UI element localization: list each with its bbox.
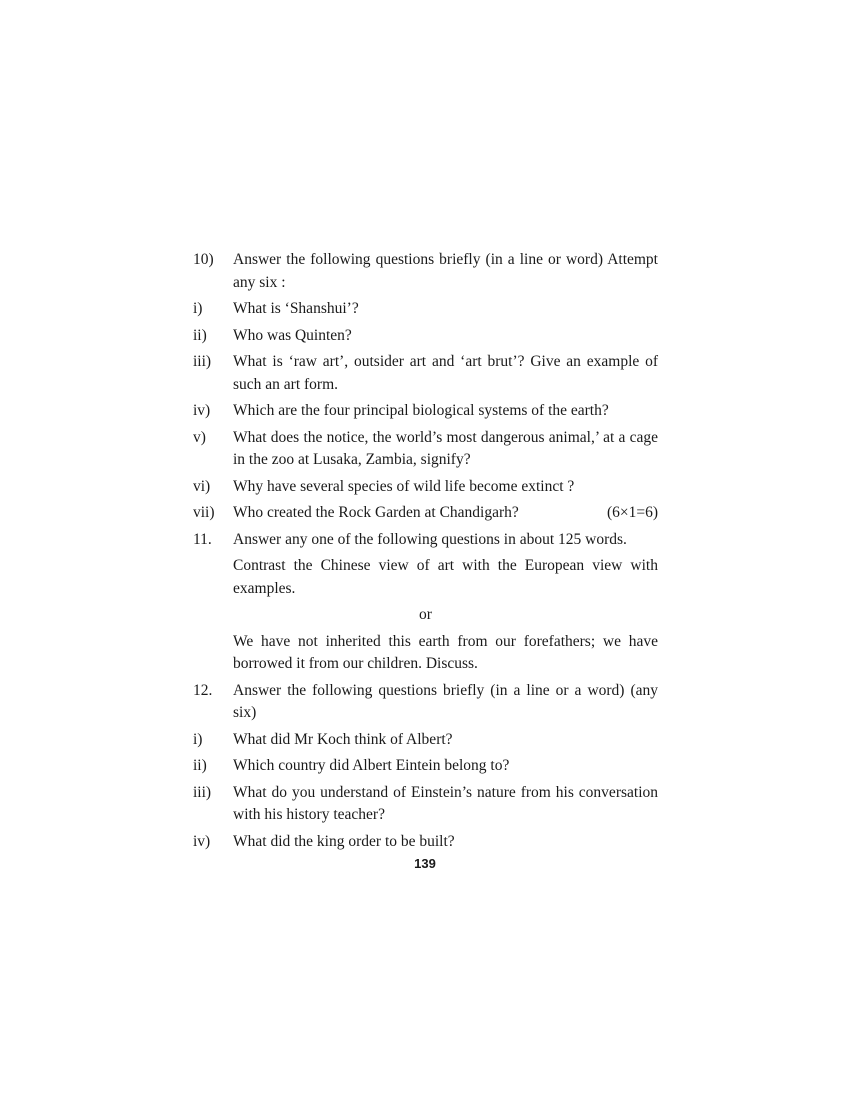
item-text: What did the king order to be built?: [233, 832, 455, 850]
or-separator: or: [419, 606, 432, 623]
item-number: i): [193, 300, 203, 317]
item-number: v): [193, 428, 206, 446]
q12-item-1: [193, 729, 658, 752]
item-text: Who was Quinten?: [233, 326, 352, 344]
question-number: 12.: [193, 681, 213, 699]
question-text: Answer the following questions briefly (in a line or a word) (any six): [233, 681, 658, 721]
question-number: 10): [193, 251, 214, 268]
q11-option-a: Contrast the Chinese view of art with the European view with examples.: [233, 557, 658, 597]
question-11: [193, 529, 658, 552]
question-10: [193, 249, 658, 294]
item-number: ii): [193, 757, 207, 774]
item-text-with-marks: [233, 502, 658, 525]
q10-item-2: [193, 325, 658, 348]
q10-item-4: [193, 400, 658, 423]
item-number: ii): [193, 326, 207, 344]
item-text: What does the notice, the world’s most dangerous animal,’ at a cage in the zoo at Lusaka, Zambia, signify?: [233, 428, 658, 468]
item-number: vi): [193, 477, 211, 495]
item-text: Which country did Albert Eintein belong to?: [233, 757, 510, 774]
q10-item-6: [193, 476, 658, 499]
item-text: What did Mr Koch think of Albert?: [233, 730, 453, 748]
q10-item-7: [193, 502, 658, 525]
question-number: 11.: [193, 530, 212, 548]
marks-allocation: (6×1=6): [606, 504, 658, 521]
item-number: iii): [193, 353, 212, 370]
item-text: Why have several species of wild life become extinct ?: [233, 477, 575, 495]
question-paper-content: [193, 249, 658, 857]
q12-item-2: [193, 755, 658, 778]
question-text: Answer any one of the following questions in about 125 words.: [233, 530, 627, 548]
item-number: iv): [193, 832, 211, 850]
item-text: What is ‘raw art’, outsider art and ‘art brut’? Give an example of such an art form.: [233, 353, 658, 393]
page-number: 139: [414, 856, 436, 871]
item-number: iv): [193, 402, 211, 419]
q11-option-b: We have not inherited this earth from our forefathers; we have borrowed it from our children. Discuss.: [233, 632, 658, 672]
item-number: i): [193, 730, 203, 748]
question-12: [193, 680, 658, 725]
item-number: vii): [193, 504, 215, 521]
item-text: What is ‘Shanshui’?: [233, 300, 359, 317]
item-text: What do you understand of Einstein’s nature from his conversation with his history teacher?: [233, 783, 658, 823]
q12-item-3: [193, 782, 658, 827]
item-text: Who created the Rock Garden at Chandigarh?: [233, 504, 519, 521]
item-text: Which are the four principal biological systems of the earth?: [233, 402, 609, 419]
question-text: Answer the following questions briefly (in a line or word) Attempt any six :: [233, 251, 658, 291]
q12-item-4: [193, 831, 658, 854]
q10-item-5: [193, 427, 658, 472]
q10-item-1: [193, 298, 658, 321]
q10-item-3: [193, 351, 658, 396]
item-number: iii): [193, 783, 212, 801]
